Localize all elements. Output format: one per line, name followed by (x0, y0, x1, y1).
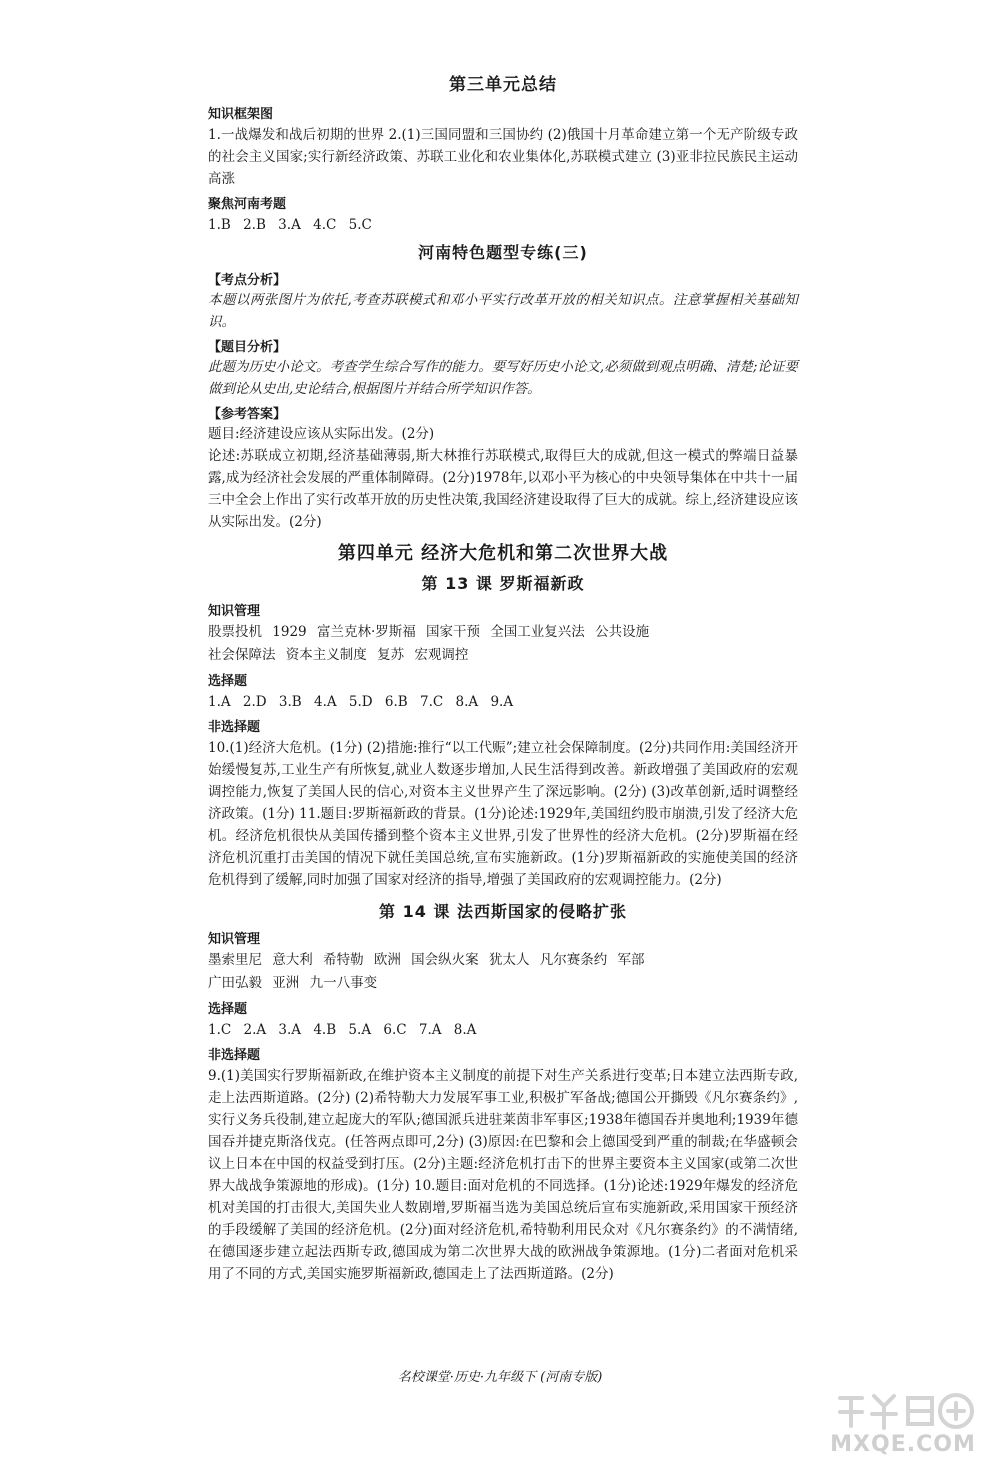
lesson13-title: 第 13 课 罗斯福新政 (421, 574, 585, 593)
knowledge-framework-text: 1.一战爆发和战后初期的世界 2.(1)三国同盟和三国协约 (2)俄国十月革命建立第一个无产阶级专政的社会主义国家;实行新经济政策、苏联工业化和农业集体化,苏联模式建立 (3)亚非拉民族民主运动高涨 (208, 127, 798, 187)
henan-special-title: 河南特色题型专练(三) (418, 243, 588, 262)
knowledge-framework-label: 知识框架图 (208, 107, 274, 122)
focus-henan-label: 聚焦河南考题 (208, 197, 287, 212)
reference-answer-body: 论述:苏联成立初期,经济基础薄弱,斯大林推行苏联模式,取得巨大的成就,但这一模式的弊端日益暴露,成为经济社会发展的严重体制障碍。(2分)1978年,以邓小平为核心的中央领导集体在中共十一届三中全会上作出了实行改革开放的历史性决策,我国经济建设取得了巨大的成就。综上,经济建设应该从实际出发。(2分) (208, 448, 798, 530)
unit4-title: 第四单元 经济大危机和第二次世界大战 (337, 543, 669, 564)
focus-henan-answers: 1.B 2.B 3.A 4.C 5.C (208, 217, 372, 233)
lesson13-terms-line1: 股票投机 1929 富兰克林·罗斯福 国家干预 全国工业复兴法 公共设施 (208, 624, 650, 640)
lesson13-choice-answers: 1.A 2.D 3.B 4.A 5.D 6.B 7.C 8.A 9.A (208, 694, 514, 710)
question-analysis-text: 此题为历史小论文。考查学生综合写作的能力。要写好历史小论文,必须做到观点明确、清楚;论证要做到论从史出,史论结合,根据图片并结合所学知识作答。 (208, 359, 798, 397)
analysis-label: 【考点分析】 (208, 273, 287, 288)
lesson13-choice-label: 选择题 (208, 674, 248, 689)
page-content (208, 60, 798, 1285)
lesson13-nonchoice-label: 非选择题 (208, 720, 261, 735)
answer-stamp-logo-icon (832, 1388, 974, 1434)
reference-answer-label: 【参考答案】 (208, 407, 287, 422)
lesson14-choice-label: 选择题 (208, 1002, 248, 1017)
lesson14-choice-answers: 1.C 2.A 3.A 4.B 5.A 6.C 7.A 8.A (208, 1022, 477, 1038)
lesson14-title: 第 14 课 法西斯国家的侵略扩张 (379, 902, 627, 921)
analysis-text: 本题以两张图片为依托,考查苏联模式和邓小平实行改革开放的相关知识点。注意掌握相关基础知识。 (208, 292, 798, 330)
question-analysis-label: 【题目分析】 (208, 340, 287, 355)
lesson14-nonchoice-text: 9.(1)美国实行罗斯福新政,在维护资本主义制度的前提下对生产关系进行变革;日本建立法西斯专政,走上法西斯道路。(2分) (2)希特勒大力发展军事工业,积极扩军备战;德国公开撕毁《凡尔赛条约》,实行义务兵役制,建立起庞大的军队;德国派兵进驻莱茵非军事区;1938年德国吞并奥地利;1939年德国吞并捷克斯洛伐克。(任答两点即可,2分) (3)原因:在巴黎和会上德国受到严重的制裁;在华盛顿会议上日本在中国的权益受到打压。(2分)主题:经济危机打击下的世界主要资本主义国家(或第二次世界大战战争策源地的形成)。(1分) 10.题目:面对危机的不同选择。(1分)论述:1929年爆发的经济危机对美国的打击很大,美国失业人数剧增,罗斯福当选为美国总统后宣布实施新政,采用国家干预经济的手段缓解了美国的经济危机。(2分)面对经济危机,希特勒利用民众对《凡尔赛条约》的不满情绪,在德国逐步建立起法西斯专政,德国成为第二次世界大战的欧洲战争策源地。(1分)二者面对危机采用了不同的方式,美国实施罗斯福新政,德国走上了法西斯道路。(2分) (208, 1068, 798, 1282)
page-footer: 名校课堂·历史·九年级下 (河南专版) (397, 1370, 603, 1385)
lesson13-nonchoice-text: 10.(1)经济大危机。(1分) (2)措施:推行“以工代赈”;建立社会保障制度。(2分)共同作用:美国经济开始缓慢复苏,工业生产有所恢复,就业人数逐步增加,人民生活得到改善。新政增强了美国政府的宏观调控能力,恢复了美国人民的信心,对资本主义世界产生了深远影响。(2分) (3)改革创新,适时调整经济政策。(1分) 11.题目:罗斯福新政的背景。(1分)论述:1929年,美国纽约股市崩溃,引发了经济大危机。经济危机很快从美国传播到整个资本主义世界,引发了世界性的经济大危机。(2分)罗斯福在经济危机沉重打击美国的情况下就任美国总统,宣布实施新政。(1分)罗斯福新政的实施使美国的经济危机得到了缓解,同时加强了国家对经济的指导,增强了美国政府的宏观调控能力。(2分) (208, 740, 798, 888)
lesson13-terms-line2: 社会保障法 资本主义制度 复苏 宏观调控 (208, 647, 469, 663)
lesson14-terms-line1: 墨索里尼 意大利 希特勒 欧洲 国会纵火案 犹太人 凡尔赛条约 军部 (208, 952, 645, 968)
unit3-summary-title: 第三单元总结 (449, 75, 557, 95)
site-watermark (818, 1388, 988, 1462)
lesson14-knowledge-label: 知识管理 (208, 932, 261, 947)
reference-answer-title: 题目:经济建设应该从实际出发。(2分) (208, 426, 435, 442)
lesson14-terms-line2: 广田弘毅 亚洲 九一八事变 (208, 975, 378, 991)
watermark-site-text: MXQE.COM (830, 1432, 976, 1457)
lesson13-knowledge-label: 知识管理 (208, 604, 261, 619)
lesson14-nonchoice-label: 非选择题 (208, 1048, 261, 1063)
